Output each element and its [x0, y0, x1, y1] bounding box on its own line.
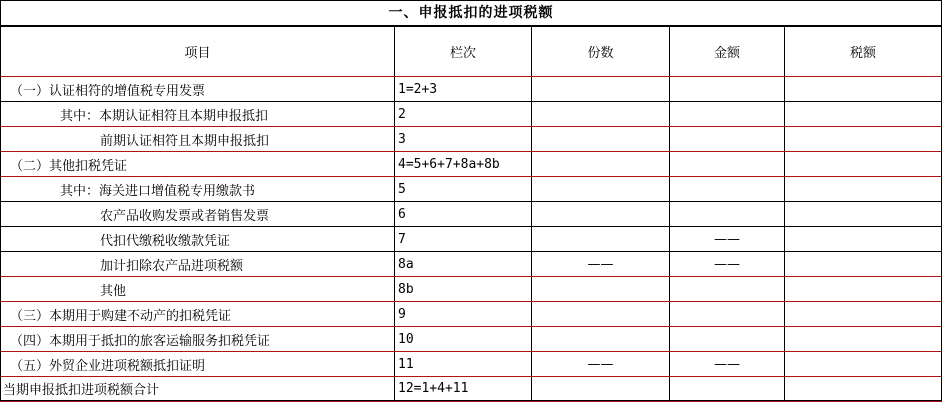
table-row	[1, 126, 941, 151]
row-item-label: 其他	[1, 277, 395, 301]
col-header-copies: 份数	[532, 27, 670, 76]
row-amount-cell[interactable]	[670, 327, 785, 351]
row-amount-cell[interactable]	[670, 127, 785, 151]
row-tax-cell[interactable]	[785, 152, 941, 176]
table-row-total	[1, 376, 941, 401]
col-header-column-no: 栏次	[395, 27, 532, 76]
row-copies-cell[interactable]	[532, 227, 670, 251]
row-item-label: 当期申报抵扣进项税额合计	[1, 377, 395, 400]
row-tax-cell[interactable]	[785, 177, 941, 201]
row-amount-dash: ——	[670, 352, 785, 376]
row-column-no: 8a	[395, 252, 532, 276]
table-row	[1, 76, 941, 101]
row-tax-cell[interactable]	[785, 252, 941, 276]
row-copies-dash: ——	[532, 252, 670, 276]
row-amount-cell[interactable]	[670, 302, 785, 326]
row-tax-cell[interactable]	[785, 202, 941, 226]
row-column-no: 4=5+6+7+8a+8b	[395, 152, 532, 176]
row-item-label: 前期认证相符且本期申报抵扣	[1, 127, 395, 151]
row-item-label: （四）本期用于抵扣的旅客运输服务扣税凭证	[1, 327, 395, 351]
table-row	[1, 326, 941, 351]
row-tax-cell[interactable]	[785, 277, 941, 301]
row-column-no: 9	[395, 302, 532, 326]
row-column-no: 2	[395, 102, 532, 126]
row-item-label: 农产品收购发票或者销售发票	[1, 202, 395, 226]
row-tax-cell[interactable]	[785, 327, 941, 351]
row-copies-cell[interactable]	[532, 152, 670, 176]
table-row	[1, 301, 941, 326]
row-amount-cell[interactable]	[670, 177, 785, 201]
table-row	[1, 351, 941, 376]
row-tax-cell[interactable]	[785, 102, 941, 126]
row-tax-cell[interactable]	[785, 352, 941, 376]
row-column-no: 10	[395, 327, 532, 351]
row-amount-cell[interactable]	[670, 377, 785, 400]
row-copies-cell[interactable]	[532, 127, 670, 151]
row-item-label: （二）其他扣税凭证	[1, 152, 395, 176]
row-item-label: （一）认证相符的增值税专用发票	[1, 77, 395, 101]
row-copies-cell[interactable]	[532, 377, 670, 400]
row-copies-cell[interactable]	[532, 327, 670, 351]
table-row	[1, 201, 941, 226]
row-amount-cell[interactable]	[670, 102, 785, 126]
row-item-label: （三）本期用于购建不动产的扣税凭证	[1, 302, 395, 326]
row-tax-cell[interactable]	[785, 302, 941, 326]
row-item-label: （五）外贸企业进项税额抵扣证明	[1, 352, 395, 376]
row-item-label: 加计扣除农产品进项税额	[1, 252, 395, 276]
col-header-item: 项目	[1, 27, 395, 76]
row-copies-cell[interactable]	[532, 202, 670, 226]
row-copies-cell[interactable]	[532, 102, 670, 126]
row-amount-cell[interactable]	[670, 202, 785, 226]
row-copies-cell[interactable]	[532, 277, 670, 301]
row-tax-cell[interactable]	[785, 77, 941, 101]
row-column-no: 1=2+3	[395, 77, 532, 101]
table-header-row	[1, 27, 941, 76]
row-tax-cell[interactable]	[785, 227, 941, 251]
row-tax-cell[interactable]	[785, 377, 941, 400]
row-column-no: 6	[395, 202, 532, 226]
row-column-no: 8b	[395, 277, 532, 301]
row-copies-cell[interactable]	[532, 177, 670, 201]
section-title: 一、申报抵扣的进项税额	[1, 1, 941, 27]
table-row	[1, 226, 941, 251]
row-column-no: 5	[395, 177, 532, 201]
row-amount-dash: ——	[670, 252, 785, 276]
row-amount-cell[interactable]	[670, 152, 785, 176]
row-column-no: 3	[395, 127, 532, 151]
col-header-tax: 税额	[849, 46, 876, 61]
col-header-amount: 金额	[670, 27, 785, 76]
row-amount-cell[interactable]	[670, 277, 785, 301]
row-amount-cell[interactable]	[670, 77, 785, 101]
table-row	[1, 276, 941, 301]
row-column-no: 11	[395, 352, 532, 376]
table-row	[1, 101, 941, 126]
row-item-label: 其中：本期认证相符且本期申报抵扣	[1, 102, 395, 126]
table-row	[1, 151, 941, 176]
row-copies-cell[interactable]	[532, 77, 670, 101]
row-item-label: 其中：海关进口增值税专用缴款书	[1, 177, 395, 201]
row-column-no: 12=1+4+11	[395, 377, 532, 400]
row-column-no: 7	[395, 227, 532, 251]
row-item-label: 代扣代缴税收缴款凭证	[1, 227, 395, 251]
row-copies-cell[interactable]	[532, 302, 670, 326]
row-tax-cell[interactable]	[785, 127, 941, 151]
table-row	[1, 176, 941, 201]
row-copies-dash: ——	[532, 352, 670, 376]
row-amount-dash: ——	[670, 227, 785, 251]
table-row	[1, 251, 941, 276]
